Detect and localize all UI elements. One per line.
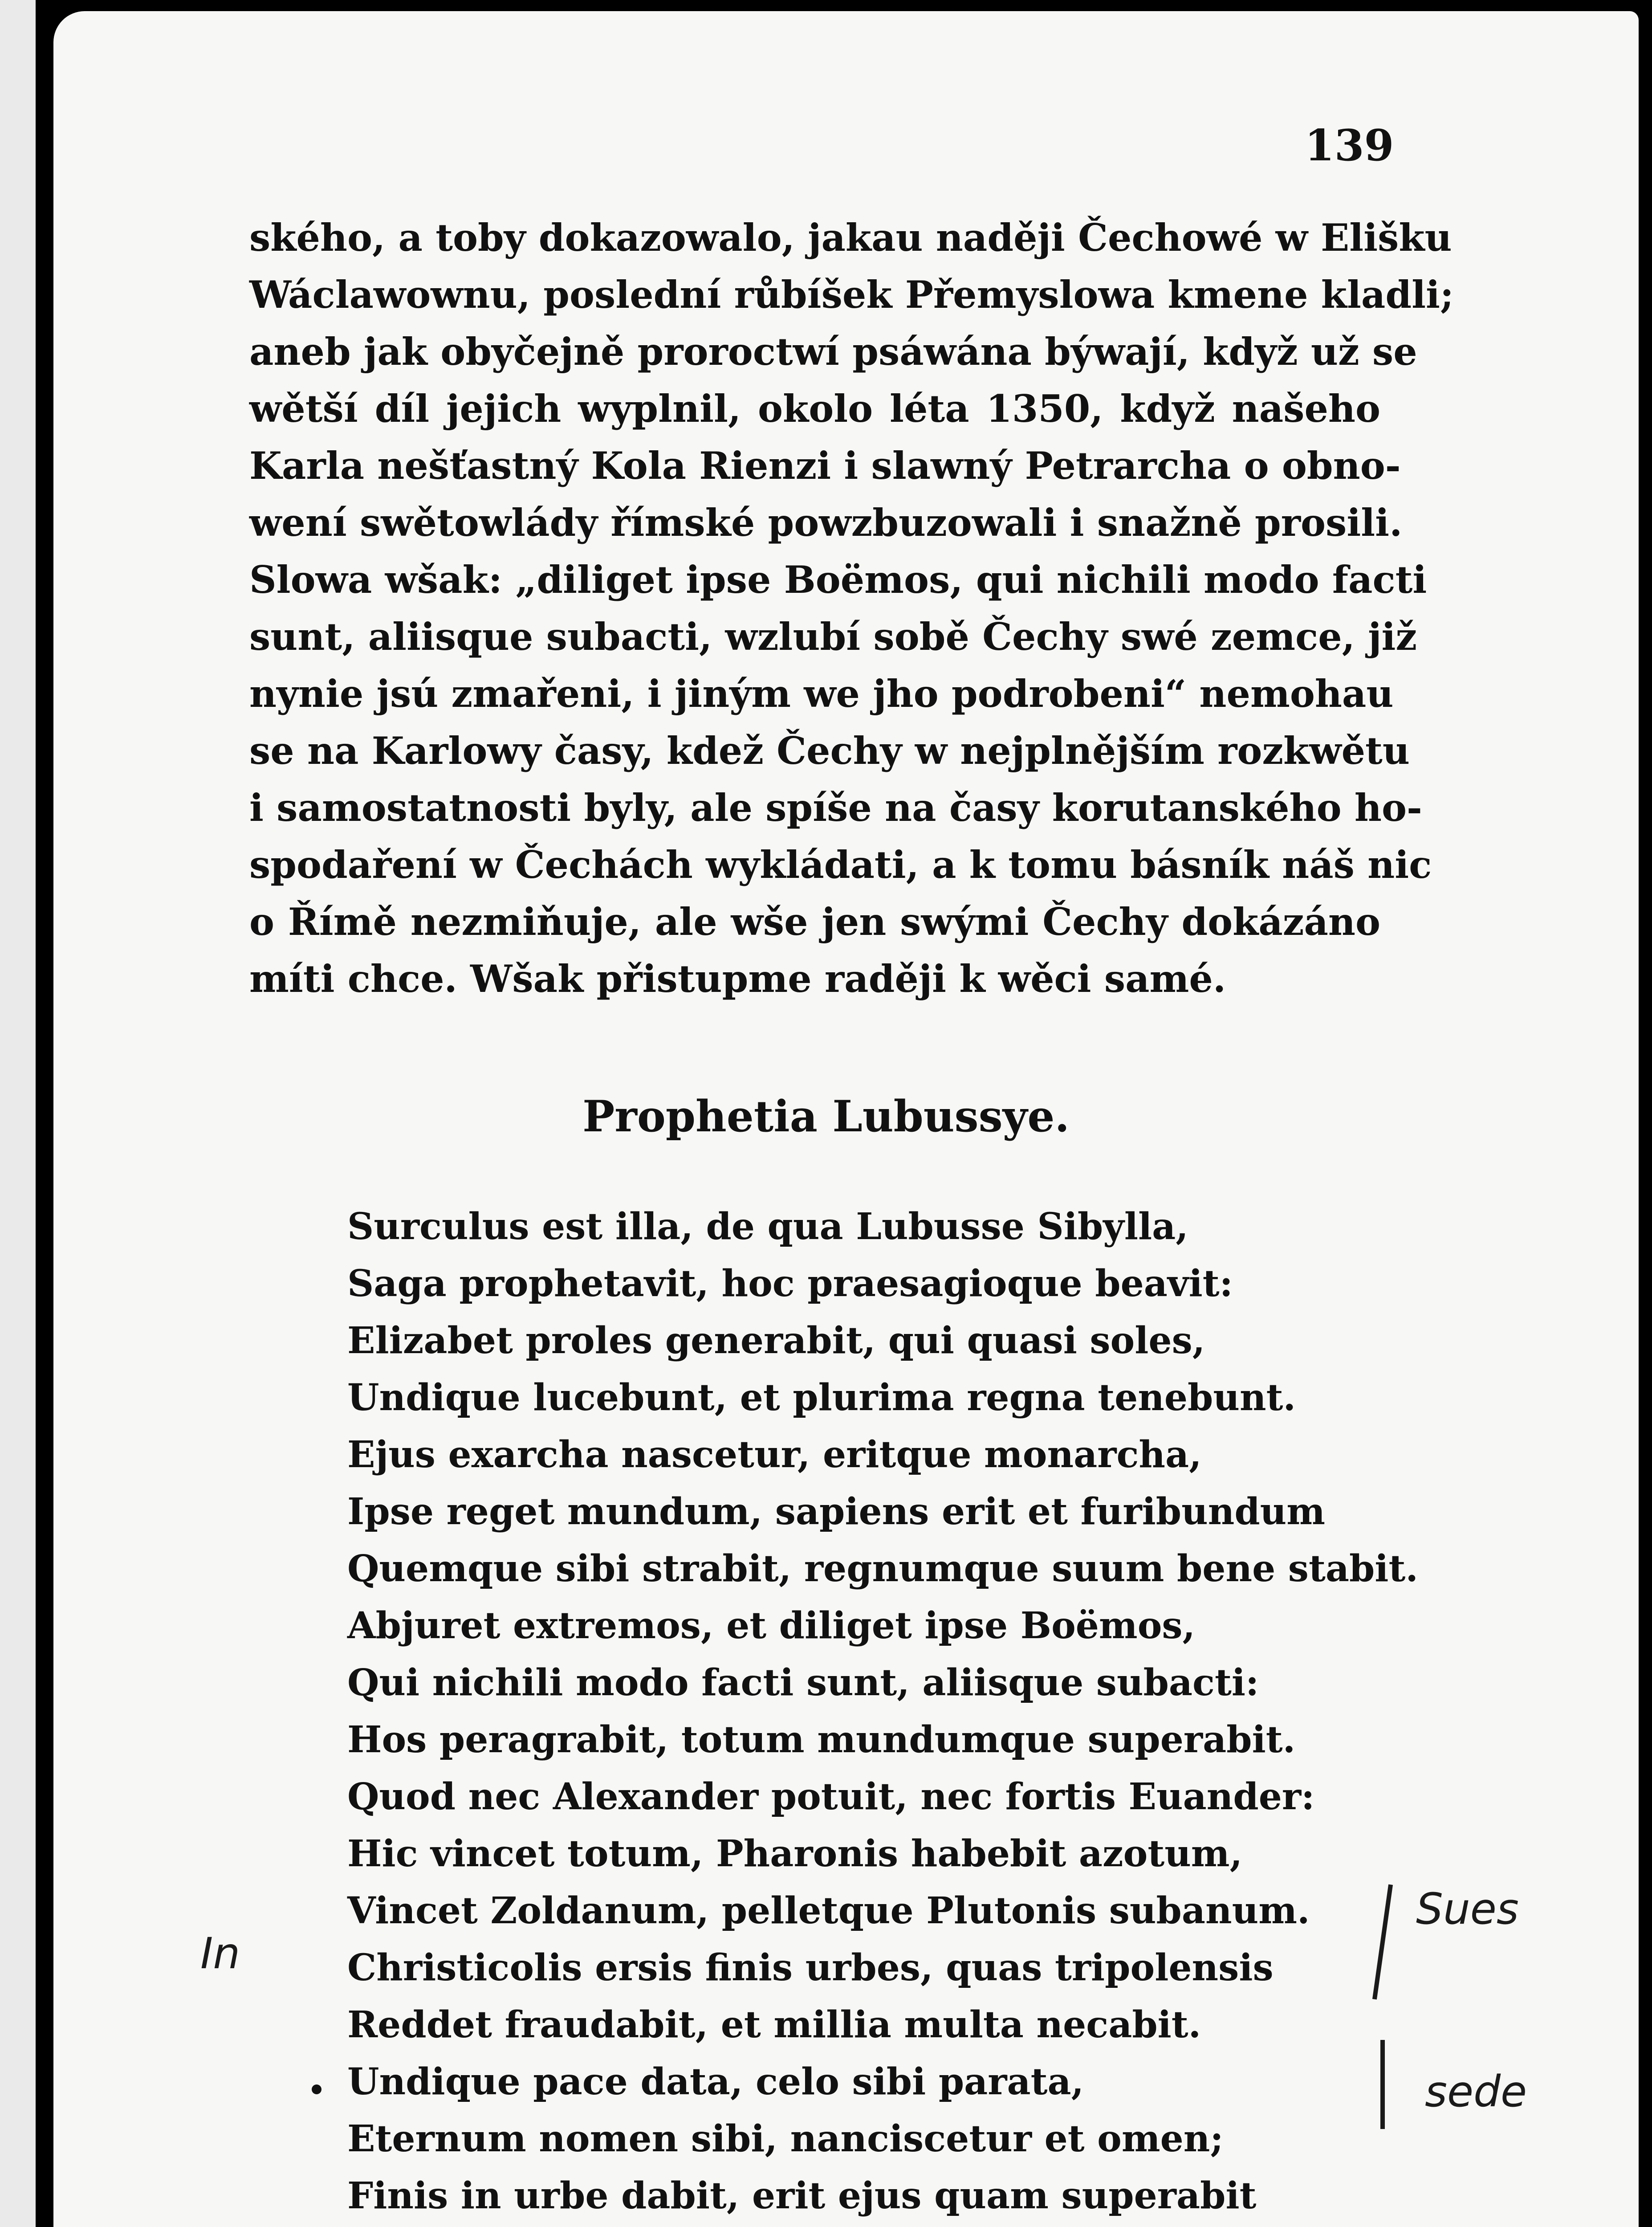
prose-line: aneb jak obyčejně proroctwí psáwána býwají, když už se [249, 330, 1417, 374]
verse-line: Quemque sibi strabit, regnumque suum bene stabit. [347, 1547, 1418, 1590]
prose-line: i samostatnosti byly, ale spíše na časy korutanského ho- [249, 786, 1422, 830]
margin-note-left: In [200, 1929, 240, 1978]
verse-line: Saga prophetavit, hoc praesagioque beavit: [347, 1262, 1233, 1305]
prose-paragraph [249, 209, 1454, 1007]
prose-line: Slowa wšak: „diliget ipse Boëmos, qui nichili modo facti [249, 558, 1427, 602]
prose-line: o Římě nezmiňuje, ale wše jen swými Čechy dokázáno [249, 900, 1380, 944]
prose-line: sunt, aliisque subacti, wzlubí sobě Čechy swé zemce, již [249, 615, 1417, 659]
verse-line: Quod nec Alexander potuit, nec fortis Euander: [347, 1775, 1315, 1818]
page-number: 139 [1305, 120, 1394, 171]
prose-line: Karla nešťastný Kola Rienzi i slawný Petrarcha o obno- [249, 444, 1401, 488]
verse-line: Vincet Zoldanum, pelletque Plutonis subanum. [347, 1889, 1310, 1932]
section-heading: Prophetia Lubussye. [582, 1091, 1070, 1142]
margin-dot [312, 2084, 321, 2094]
prose-line: wení swětowlády římské powzbuzowali i snažně prosili. [249, 501, 1403, 545]
margin-note-right-2: sede [1425, 2067, 1527, 2117]
margin-note-right-1: Sues [1416, 1884, 1519, 1934]
verse-block [347, 1198, 1418, 2227]
margin-bar [1380, 2040, 1385, 2129]
prose-line: spodaření w Čechách wykládati, a k tomu básník náš nic [249, 843, 1432, 887]
prose-line: míti chce. Wšak přistupme raději k wěci samé. [249, 957, 1226, 1001]
verse-line: Qui nichili modo facti sunt, aliisque subacti: [347, 1661, 1259, 1704]
verse-line: Elizabet proles generabit, qui quasi soles, [347, 1319, 1205, 1362]
verse-line [347, 2224, 1418, 2227]
verse-line: Eternum nomen sibi, nanciscetur et omen; [347, 2117, 1224, 2160]
verse-line: Ejus exarcha nascetur, eritque monarcha, [347, 1433, 1202, 1476]
verse-line: Abjuret extremos, et diliget ipse Boëmos, [347, 1604, 1196, 1647]
verse-line: Reddet fraudabit, et millia multa necabit. [347, 2003, 1201, 2046]
verse-line: Ipse reget mundum, sapiens erit et furibundum [347, 1490, 1326, 1533]
verse-line: Undique pace data, celo sibi parata, [347, 2060, 1084, 2103]
verse-line: Hic vincet totum, Pharonis habebit azotum, [347, 1832, 1243, 1875]
prose-line: ského, a toby dokazowalo, jakau naději Čechowé w Elišku [249, 216, 1452, 260]
verse-line: Christicolis ersis finis urbes, quas tripolensis [347, 1946, 1274, 1989]
verse-line: Surculus est illa, de qua Lubusse Sibylla, [347, 1205, 1188, 1248]
prose-line: se na Karlowy časy, kdež Čechy w nejplnějším rozkwětu [249, 729, 1410, 773]
prose-line: nynie jsú zmařeni, i jiným we jho podrobeni“ nemohau [249, 672, 1394, 716]
verse-line: Hos peragrabit, totum mundumque superabit. [347, 1718, 1296, 1761]
verse-line: Undique lucebunt, et plurima regna tenebunt. [347, 1376, 1296, 1419]
prose-line: Wáclawownu, poslední růbíšek Přemyslowa kmene kladli; [249, 273, 1454, 317]
prose-line: wětší díl jejich wyplnil, okolo léta 1350, když našeho [249, 387, 1380, 431]
verse-line: Finis in urbe dabit, erit ejus quam superabit [347, 2174, 1257, 2217]
